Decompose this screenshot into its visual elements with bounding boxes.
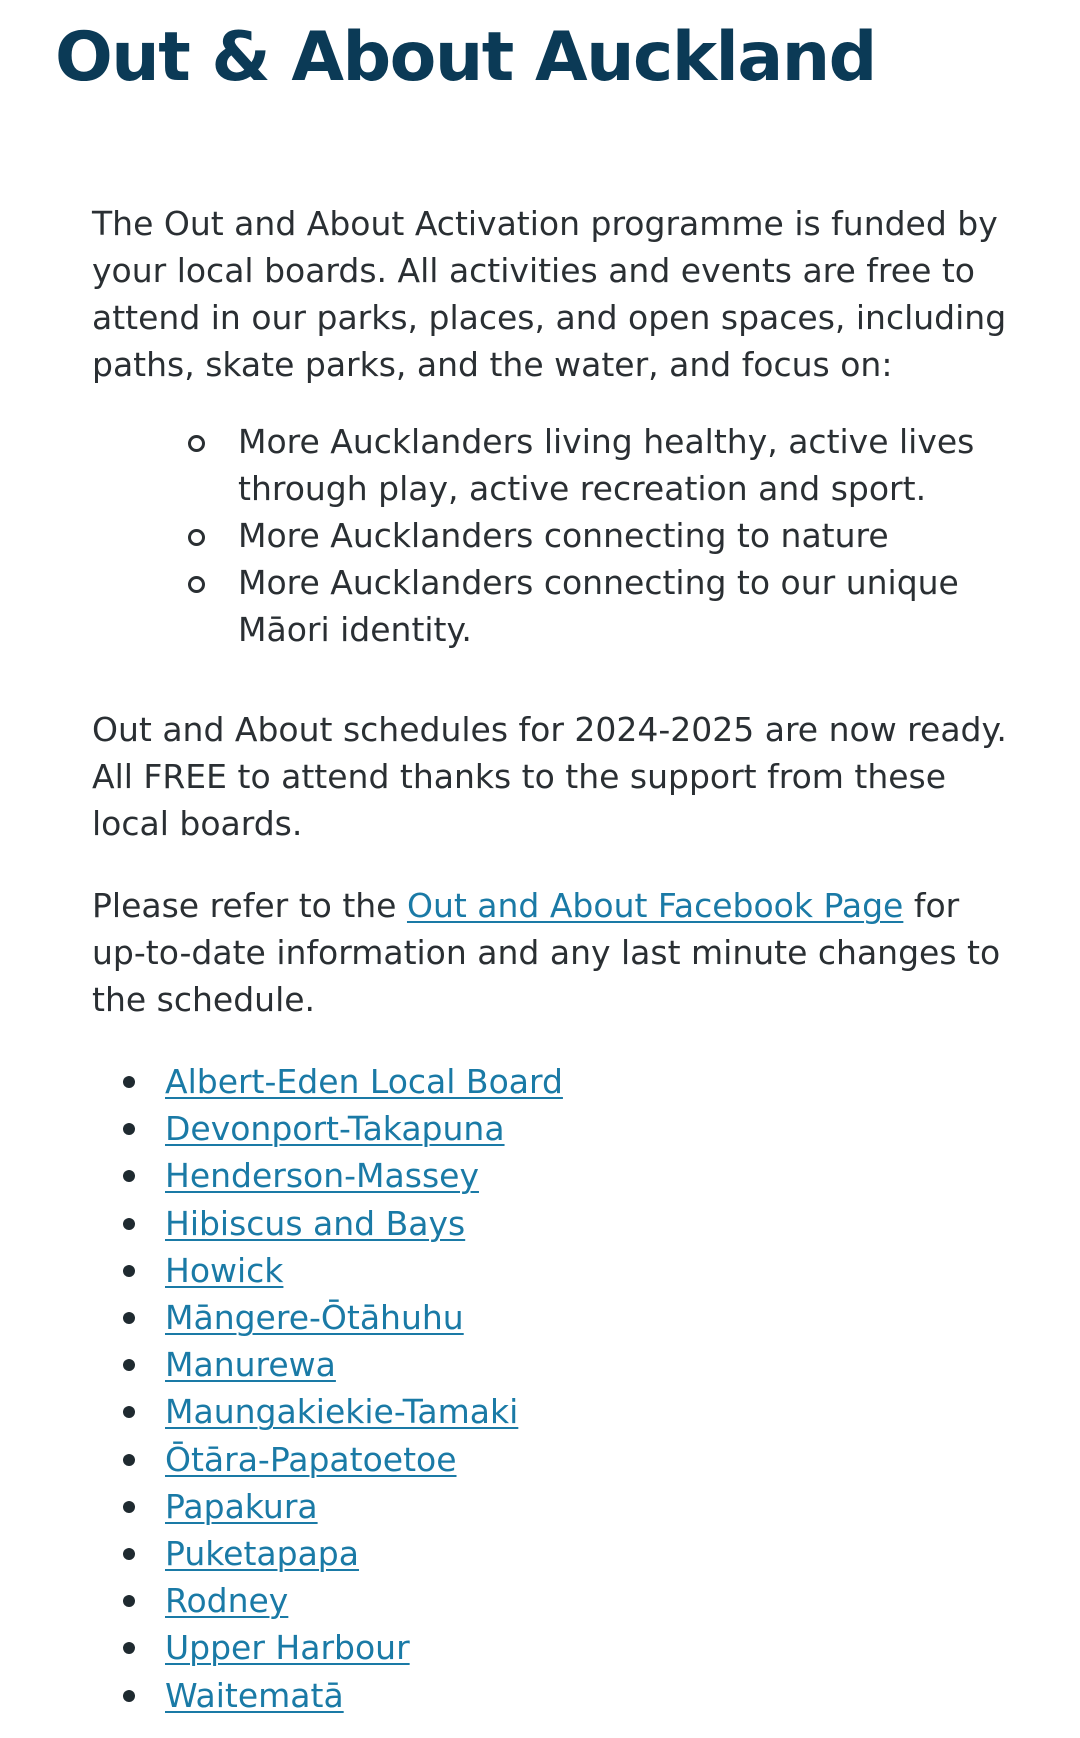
board-link-hibiscus-and-bays[interactable]: Hibiscus and Bays [165, 1203, 466, 1243]
board-link-mangere-otahuhu[interactable]: Māngere-Ōtāhuhu [165, 1298, 464, 1338]
disc-bullet-icon [123, 1359, 135, 1371]
list-item [165, 1247, 1012, 1294]
focus-item-text: More Aucklanders living healthy, active lives through play, active recreation and sport. [238, 422, 975, 508]
board-link-maungakiekie-tamaki[interactable]: Maungakiekie-Tamaki [165, 1392, 519, 1432]
disc-bullet-icon [123, 1406, 135, 1418]
disc-bullet-icon [123, 1501, 135, 1513]
disc-bullet-icon [123, 1123, 135, 1135]
local-boards-list [92, 1058, 1012, 1719]
list-item [165, 1672, 1012, 1719]
disc-bullet-icon [123, 1218, 135, 1230]
focus-item [238, 512, 1012, 559]
list-item [165, 1483, 1012, 1530]
board-link-albert-eden[interactable]: Albert-Eden Local Board [165, 1062, 563, 1101]
focus-item [238, 418, 1012, 512]
schedules-paragraph: Out and About schedules for 2024-2025 are now ready. All FREE to attend thanks to the support from these local boards. [92, 710, 1007, 843]
circle-bullet-icon [188, 435, 205, 452]
board-link-upper-harbour[interactable]: Upper Harbour [165, 1628, 410, 1668]
disc-bullet-icon [123, 1454, 135, 1466]
list-item [165, 1388, 1012, 1435]
list-item [165, 1200, 1012, 1247]
disc-bullet-icon [123, 1312, 135, 1324]
board-link-papakura[interactable]: Papakura [165, 1486, 318, 1526]
page-title: Out & About Auckland [55, 18, 876, 97]
board-link-manurewa[interactable]: Manurewa [165, 1345, 336, 1385]
list-item [165, 1624, 1012, 1671]
facebook-page-link[interactable]: Out and About Facebook Page [406, 886, 904, 925]
disc-bullet-icon [123, 1076, 135, 1088]
list-item [165, 1152, 1012, 1199]
list-item [165, 1341, 1012, 1388]
disc-bullet-icon [123, 1265, 135, 1277]
list-item [165, 1577, 1012, 1624]
board-link-howick[interactable]: Howick [165, 1250, 284, 1290]
list-item [165, 1436, 1012, 1483]
board-link-waitemata[interactable]: Waitematā [165, 1675, 344, 1715]
focus-item-text: More Aucklanders connecting to nature [238, 516, 889, 555]
circle-bullet-icon [188, 576, 205, 593]
list-item [165, 1058, 1012, 1105]
board-link-puketapapa[interactable]: Puketapapa [165, 1534, 359, 1574]
focus-item [238, 559, 1012, 653]
disc-bullet-icon [123, 1642, 135, 1654]
circle-bullet-icon [188, 529, 205, 546]
disc-bullet-icon [123, 1595, 135, 1607]
list-item [165, 1294, 1012, 1341]
disc-bullet-icon [123, 1548, 135, 1560]
main-content [92, 200, 1012, 1719]
disc-bullet-icon [123, 1690, 135, 1702]
board-link-devonport-takapuna[interactable]: Devonport-Takapuna [165, 1109, 505, 1149]
board-link-henderson-massey[interactable]: Henderson-Massey [165, 1156, 479, 1196]
intro-paragraph: The Out and About Activation programme is funded by your local boards. All activities and events are free to attend in our parks, places, and open spaces, including paths, skate parks, and the water, and focus on: [92, 204, 1007, 384]
board-link-otara-papatoetoe[interactable]: Ōtāra-Papatoetoe [165, 1439, 457, 1479]
focus-list [92, 418, 1012, 653]
refer-paragraph [92, 882, 1012, 1023]
list-item [165, 1105, 1012, 1152]
refer-prefix: Please refer to the [92, 886, 407, 925]
disc-bullet-icon [123, 1170, 135, 1182]
focus-item-text: More Aucklanders connecting to our unique Māori identity. [238, 563, 959, 649]
refer-suffix: for up-to-date information and any last minute changes to the schedule. [92, 886, 1001, 1019]
list-item [165, 1530, 1012, 1577]
board-link-rodney[interactable]: Rodney [165, 1581, 289, 1621]
